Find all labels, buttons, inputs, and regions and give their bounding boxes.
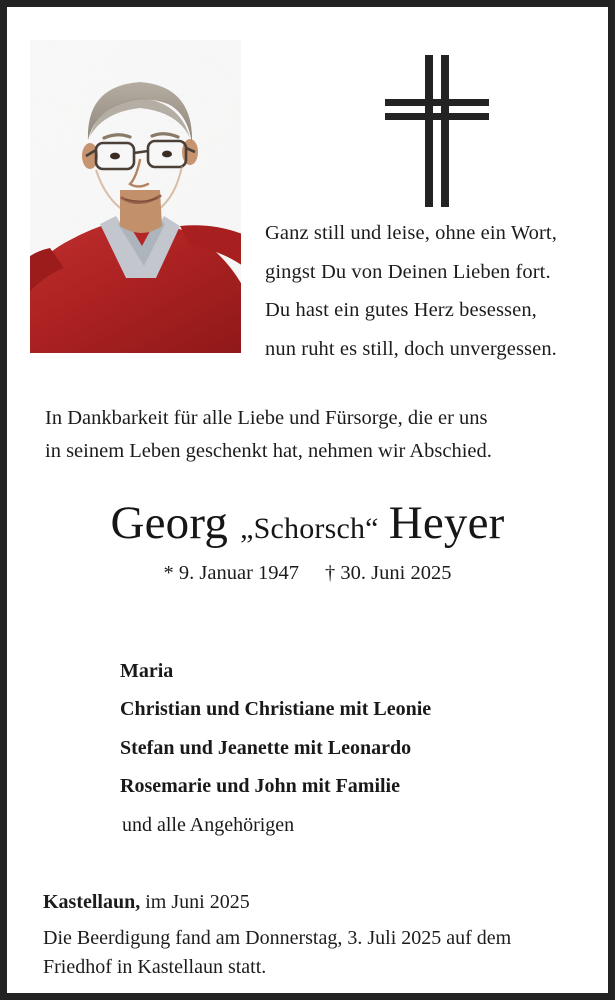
burial-info bbox=[43, 924, 598, 982]
poem-line: nun ruht es still, doch unvergessen. bbox=[265, 337, 557, 360]
deceased-name-block bbox=[7, 499, 608, 585]
survivor-entry: Stefan und Jeanette mit Leonardo bbox=[120, 736, 412, 759]
memorial-poem bbox=[265, 214, 610, 368]
survivor-entry: Christian und Christiane mit Leonie bbox=[120, 698, 432, 721]
birth-symbol: * bbox=[163, 561, 174, 584]
dedication-line: In Dankbarkeit für alle Liebe und Fürsorge, die er uns bbox=[45, 407, 488, 429]
burial-info-line: Friedhof in Kastellaun statt. bbox=[43, 956, 267, 979]
poem-line: gingst Du von Deinen Lieben fort. bbox=[265, 260, 551, 283]
notice-inner bbox=[7, 7, 608, 993]
deceased-full-name bbox=[7, 499, 608, 549]
death-symbol: † bbox=[325, 561, 336, 584]
place-date-line bbox=[43, 887, 598, 917]
survivors-list bbox=[120, 652, 560, 844]
deceased-last-name: Heyer bbox=[388, 497, 505, 549]
portrait-photo bbox=[30, 40, 241, 353]
place-name: Kastellaun, bbox=[43, 891, 141, 913]
cross-icon bbox=[379, 55, 495, 207]
deceased-first-name: Georg bbox=[110, 497, 229, 549]
poem-line: Du hast ein gutes Herz besessen, bbox=[265, 299, 537, 322]
dedication-line: in seinem Leben geschenkt hat, nehmen wir Abschied. bbox=[45, 440, 492, 463]
birth-date: 9. Januar 1947 bbox=[178, 561, 300, 584]
dedication-text bbox=[45, 402, 590, 468]
deceased-nickname: „Schorsch“ bbox=[240, 512, 379, 545]
notice-date: im Juni 2025 bbox=[145, 891, 250, 913]
survivor-entry: und alle Angehörigen bbox=[122, 813, 295, 836]
life-dates bbox=[7, 562, 608, 585]
funeral-details bbox=[43, 887, 598, 982]
survivor-entry: Maria bbox=[120, 660, 174, 682]
poem-line: Ganz still und leise, ohne ein Wort, bbox=[265, 222, 557, 244]
survivor-entry: Rosemarie und John mit Familie bbox=[120, 775, 400, 798]
death-date: 30. Juni 2025 bbox=[340, 561, 452, 584]
burial-info-line: Die Beerdigung fand am Donnerstag, 3. Juli 2025 auf dem bbox=[43, 927, 512, 949]
